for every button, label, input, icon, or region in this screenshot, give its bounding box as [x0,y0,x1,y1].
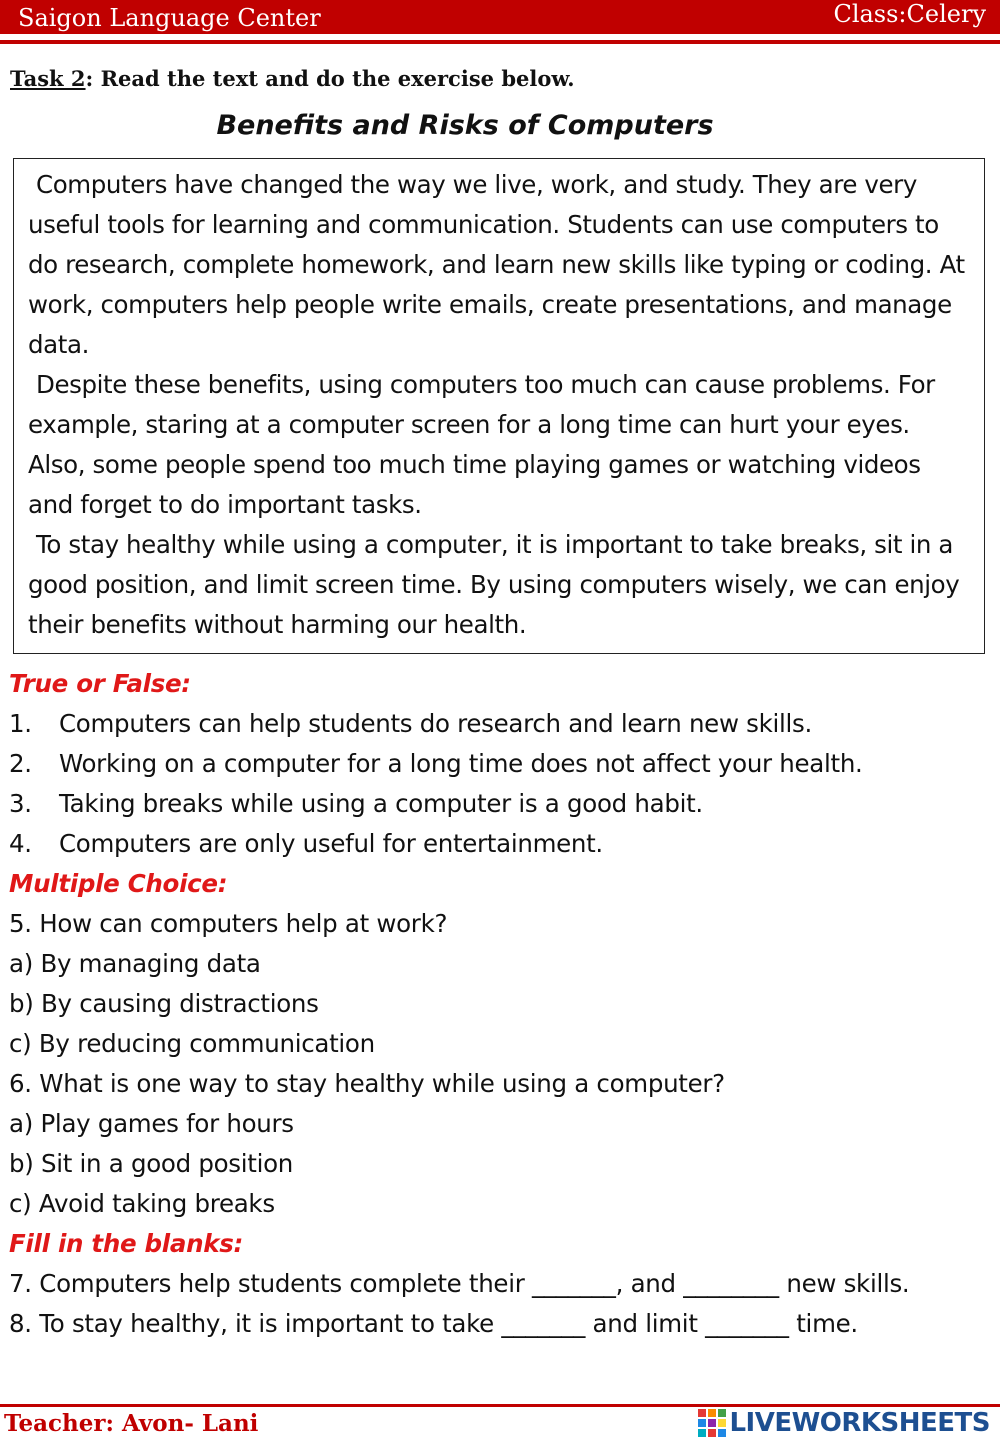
item-text: Working on a computer for a long time does not affect your health. [59,749,863,778]
true-false-item [9,744,999,784]
item-text: Computers are only useful for entertainment. [59,829,603,858]
passage-paragraph-1: Computers have changed the way we live, work, and study. They are very useful tools for learning and communication. Students can use computers to do research, complete homework, and learn new skills like typing or coding. At work, computers help people write emails, create presentations, and manage data. [28,170,965,359]
reading-passage [13,158,985,654]
fill-blank-item[interactable]: 8. To stay healthy, it is important to take _______ and limit _______ time. [9,1309,858,1338]
item-number: 3. [9,789,32,818]
exercise-section [9,664,999,1344]
header-band [0,0,1000,34]
reading-title: Benefits and Risks of Computers [216,110,714,141]
brand-text: LIVEWORKSHEETS [729,1408,990,1438]
mc-option[interactable]: b) Sit in a good position [9,1149,293,1178]
multiple-choice-heading: Multiple Choice: [9,869,228,898]
mc-option[interactable]: a) Play games for hours [9,1109,294,1138]
true-false-item [9,704,999,744]
footer-divider [0,1404,1000,1407]
teacher-name: Teacher: Avon- Lani [4,1410,259,1437]
fill-blanks-heading: Fill in the blanks: [9,1229,244,1258]
class-label: Class:Celery [833,0,986,28]
liveworksheets-logo-icon [697,1408,727,1438]
item-text: Taking breaks while using a computer is a good habit. [59,789,703,818]
fill-blank-item[interactable]: 7. Computers help students complete their _______, and ________ new skills. [9,1269,910,1298]
true-false-heading: True or False: [9,669,191,698]
task-instruction-text: : Read the text and do the exercise below. [85,66,575,91]
true-false-item [9,784,999,824]
mc-option[interactable]: c) By reducing communication [9,1029,375,1058]
mc-option[interactable]: b) By causing distractions [9,989,319,1018]
school-name: Saigon Language Center [18,4,321,32]
true-false-item [9,824,999,864]
liveworksheets-brand [697,1408,990,1438]
item-number: 4. [9,829,32,858]
item-text: Computers can help students do research and learn new skills. [59,709,812,738]
mc-question: 6. What is one way to stay healthy while using a computer? [9,1069,725,1098]
mc-option[interactable]: c) Avoid taking breaks [9,1189,275,1218]
task-instruction [10,66,575,91]
mc-question: 5. How can computers help at work? [9,909,448,938]
task-label: Task 2 [10,66,86,91]
mc-option[interactable]: a) By managing data [9,949,261,978]
header-divider [0,40,1000,44]
item-number: 2. [9,749,32,778]
item-number: 1. [9,709,32,738]
passage-paragraph-2: Despite these benefits, using computers too much can cause problems. For example, staring at a computer screen for a long time can hurt your eyes. Also, some people spend too much time playing games or watching videos and forget to do important tasks. [28,370,935,519]
passage-paragraph-3: To stay healthy while using a computer, it is important to take breaks, sit in a good position, and limit screen time. By using computers wisely, we can enjoy their benefits without harming our health. [28,530,960,639]
